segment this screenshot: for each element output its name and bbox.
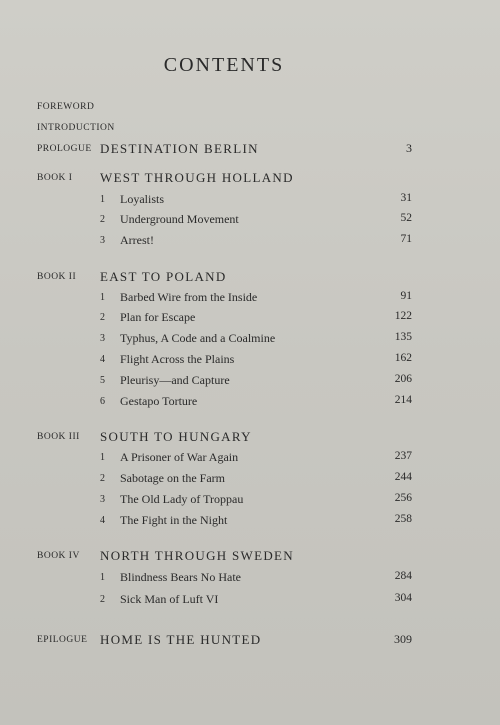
chapter-row	[100, 570, 412, 586]
page-number: 284	[394, 570, 412, 582]
section-label: BOOK III	[37, 432, 80, 442]
chapter-row	[100, 212, 412, 228]
page-number: 256	[394, 492, 412, 504]
section-heading: EAST TO POLAND	[100, 269, 227, 284]
chapter-row	[100, 352, 412, 368]
chapter-number: 3	[100, 235, 105, 246]
book-2-entry	[37, 269, 412, 285]
chapter-title: Plan for Escape	[120, 310, 196, 324]
page-number: 237	[394, 450, 412, 462]
chapter-number: 1	[100, 452, 105, 463]
chapter-title: A Prisoner of War Again	[120, 450, 239, 464]
chapter-title: Barbed Wire from the Inside	[120, 290, 258, 304]
chapter-number: 2	[100, 473, 105, 484]
chapter-title: Flight Across the Plains	[120, 352, 235, 366]
chapter-row	[100, 513, 412, 529]
chapter-number: 6	[100, 396, 105, 407]
chapter-row	[100, 394, 412, 410]
section-heading: NORTH THROUGH SWEDEN	[100, 548, 294, 563]
book-1-entry	[37, 170, 412, 186]
page-number: 162	[394, 352, 412, 364]
section-heading: WEST THROUGH HOLLAND	[100, 170, 294, 185]
page-number: 122	[394, 310, 412, 322]
chapter-title: Typhus, A Code and a Coalmine	[120, 331, 276, 345]
chapter-row	[100, 373, 412, 389]
chapter-number: 4	[100, 354, 105, 365]
chapter-row	[100, 233, 412, 249]
section-heading: DESTINATION BERLIN	[100, 141, 259, 156]
chapter-row	[100, 331, 412, 347]
chapter-row	[100, 192, 412, 208]
page-number: 31	[400, 192, 412, 204]
page-number: 52	[400, 212, 412, 224]
epilogue-entry	[37, 632, 412, 648]
page-title: CONTENTS	[163, 54, 285, 76]
chapter-title: Gestapo Torture	[120, 394, 198, 408]
chapter-row	[100, 450, 412, 466]
section-label: BOOK IV	[37, 551, 80, 561]
chapter-row	[100, 290, 412, 306]
chapter-number: 2	[100, 214, 105, 225]
page-number: 304	[394, 592, 412, 604]
chapter-number: 1	[100, 572, 105, 583]
page-number: 71	[400, 233, 412, 245]
section-label: BOOK I	[37, 173, 73, 183]
chapter-title: Underground Movement	[120, 212, 239, 226]
chapter-number: 5	[100, 375, 105, 386]
chapter-title: Sabotage on the Farm	[120, 471, 225, 485]
chapter-title: Arrest!	[120, 233, 154, 247]
chapter-row	[100, 471, 412, 487]
page-number: 244	[394, 471, 412, 483]
book-4-entry	[37, 548, 412, 564]
page-number: 91	[400, 290, 412, 302]
chapter-title: Loyalists	[120, 192, 164, 206]
section-label: BOOK II	[37, 272, 77, 282]
chapter-number: 2	[100, 312, 105, 323]
page-number: 214	[394, 394, 412, 406]
chapter-number: 3	[100, 333, 105, 344]
section-heading: HOME IS THE HUNTED	[100, 632, 262, 647]
chapter-number: 2	[100, 594, 105, 605]
page-number: 309	[394, 632, 412, 646]
page-number: 206	[394, 373, 412, 385]
chapter-number: 3	[100, 494, 105, 505]
foreword-entry: FOREWORD	[37, 102, 95, 112]
chapter-title: The Old Lady of Troppau	[120, 492, 244, 506]
chapter-row	[100, 592, 412, 608]
chapter-title: Pleurisy—and Capture	[120, 373, 230, 387]
chapter-number: 1	[100, 292, 105, 303]
chapter-title: The Fight in the Night	[120, 513, 228, 527]
section-label: PROLOGUE	[37, 144, 92, 154]
chapter-row	[100, 310, 412, 326]
chapter-number: 4	[100, 515, 105, 526]
chapter-title: Blindness Bears No Hate	[120, 570, 241, 584]
book-3-entry	[37, 429, 412, 445]
prologue-entry	[37, 141, 412, 157]
chapter-row	[100, 492, 412, 508]
introduction-entry: INTRODUCTION	[37, 123, 115, 133]
section-label: EPILOGUE	[37, 635, 88, 645]
page-number: 258	[394, 513, 412, 525]
chapter-title: Sick Man of Luft VI	[120, 592, 219, 606]
page-number: 3	[406, 141, 412, 155]
chapter-number: 1	[100, 194, 105, 205]
section-heading: SOUTH TO HUNGARY	[100, 429, 252, 444]
page-number: 135	[394, 331, 412, 343]
